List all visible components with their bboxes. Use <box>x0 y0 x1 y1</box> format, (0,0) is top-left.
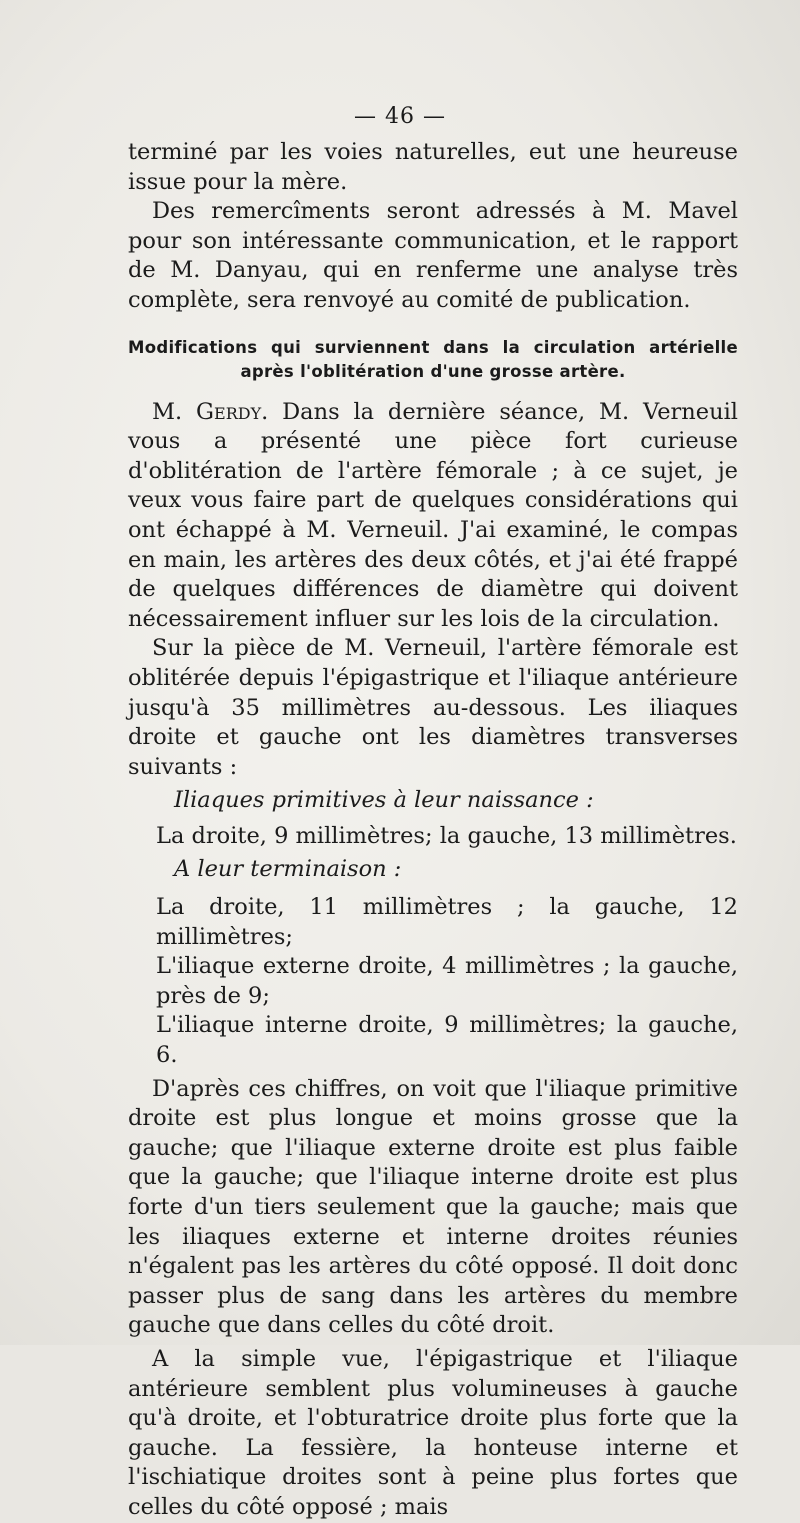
section-heading: Modifications qui surviennent dans la circulation artérielle après l'oblitération d'une grosse artère. <box>128 337 738 381</box>
paragraph-thanks: Des remercîments seront adressés à M. Mavel pour son intéressante communication, et le rapport de M. Danyau, qui en renferme une analyse très complète, sera renvoyé au comité de publication. <box>128 198 738 313</box>
body-text <box>128 138 738 1523</box>
speaker-name: M. Gerdy. <box>152 398 269 425</box>
paragraph-verneuil-piece: Sur la pièce de M. Verneuil, l'artère fémorale est oblitérée depuis l'épigastrique et l'iliaque antérieure jusqu'à 35 millimètres au-dessous. Les iliaques droite et gauche ont les diamètres transverses suivants : <box>128 635 738 780</box>
measurement-line: La droite, 9 millimètres; la gauche, 13 millimètres. <box>156 822 737 849</box>
subheading-termination: A leur terminaison : <box>174 856 402 883</box>
measurement-line: La droite, 11 millimètres ; la gauche, 12 millimètres; <box>156 894 738 950</box>
paragraph-gerdy-text: Dans la dernière séance, M. Verneuil vous a présenté une pièce fort curieuse d'oblitération de l'artère fémorale ; à ce sujet, je veux vous faire part de quelques considérations qui ont échappé à M. Verneuil. J'ai examiné, le compas en main, les artères des deux côtés, et j'ai été frappé de quelques différences de diamètre qui doivent nécessairement influer sur les lois de la circulation. <box>128 398 738 632</box>
subheading-origin: Iliaques primitives à leur naissance : <box>174 787 594 814</box>
paragraph-observation: A la simple vue, l'épigastrique et l'iliaque antérieure semblent plus volumineuses à gauche qu'à droite, et l'obturatrice droite plus forte que la gauche. La fessière, la honteuse interne et l'ischiatique droites sont à peine plus fortes que celles du côté opposé ; mais <box>128 1345 738 1520</box>
paragraph-gerdy <box>128 398 738 635</box>
paragraph-analysis: D'après ces chiffres, on voit que l'iliaque primitive droite est plus longue et moins grosse que la gauche; que l'iliaque externe droite est plus faible que la gauche; que l'iliaque interne droite est plus forte d'un tiers seulement que la gauche; mais que les iliaques externe et interne droites réunies n'égalent pas les artères du côté opposé. Il doit donc passer plus de sang dans les artères du membre gauche que dans celles du côté droit. <box>128 1075 738 1339</box>
measurement-line: L'iliaque externe droite, 4 millimètres ; la gauche, près de 9; <box>156 953 738 1009</box>
measurement-line: L'iliaque interne droite, 9 millimètres; la gauche, 6. <box>156 1012 738 1069</box>
paragraph-continuation: terminé par les voies naturelles, eut une heureuse issue pour la mère. <box>128 139 738 195</box>
page-number: — 46 — <box>354 104 446 129</box>
